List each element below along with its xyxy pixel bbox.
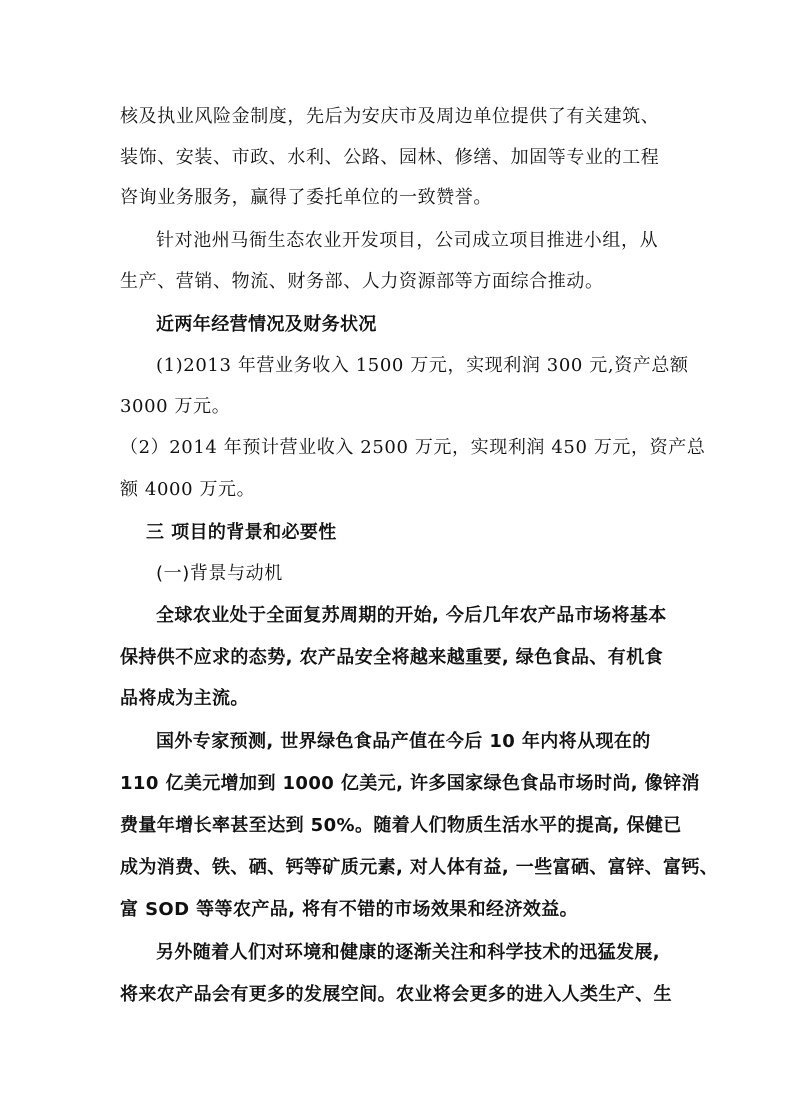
section-heading: 近两年经营情况及财务状况	[156, 314, 377, 335]
paragraph-line: 针对池州马衙生态农业开发项目，公司成立项目推进小组，从	[156, 230, 659, 251]
paragraph-line: 富 SOD 等等农产品, 将有不错的市场效果和经济效益。	[120, 899, 579, 920]
paragraph-line: 全球农业处于全面复苏周期的开始, 今后几年农产品市场将基本	[156, 605, 667, 626]
paragraph-line: 110 亿美元增加到 1000 亿美元, 许多国家绿色食品市场时尚, 像锌消	[120, 773, 700, 794]
chapter-heading: 三 项目的背景和必要性	[146, 522, 337, 543]
paragraph-line: 咨询业务服务，赢得了委托单位的一致赞誉。	[120, 187, 492, 208]
paragraph-line: 装饰、安装、市政、水利、公路、园林、修缮、加固等专业的工程	[120, 147, 660, 168]
paragraph-line: 国外专家预测, 世界绿色食品产值在今后 10 年内将从现在的	[156, 731, 651, 752]
paragraph-line: 核及执业风险金制度，先后为安庆市及周边单位提供了有关建筑、	[120, 106, 660, 127]
paragraph-line: 额 4000 万元。	[120, 479, 256, 500]
subsection-heading: (一)背景与动机	[156, 563, 283, 584]
paragraph-line: 品将成为主流。	[120, 688, 249, 709]
paragraph-line: 将来农产品会有更多的发展空间。农业将会更多的进入人类生产、生	[120, 984, 672, 1005]
paragraph-line: （2）2014 年预计营业收入 2500 万元，实现利润 450 万元，资产总	[120, 437, 706, 458]
paragraph-line: 费量年增长率甚至达到 50%。随着人们物质生活水平的提高, 保健已	[120, 815, 682, 836]
paragraph-line: (1)2013 年营业务收入 1500 万元，实现利润 300 元,资产总额	[156, 355, 689, 376]
paragraph-line: 另外随着人们对环境和健康的逐渐关注和科学技术的迅猛发展,	[156, 942, 661, 963]
paragraph-line: 3000 万元。	[120, 396, 231, 417]
paragraph-line: 成为消费、铁、硒、钙等矿质元素, 对人体有益, 一些富硒、富锌、富钙、	[120, 857, 719, 878]
paragraph-line: 生产、营销、物流、财务部、人力资源部等方面综合推动。	[120, 271, 604, 292]
paragraph-line: 保持供不应求的态势, 农产品安全将越来越重要, 绿色食品、有机食	[120, 647, 664, 668]
